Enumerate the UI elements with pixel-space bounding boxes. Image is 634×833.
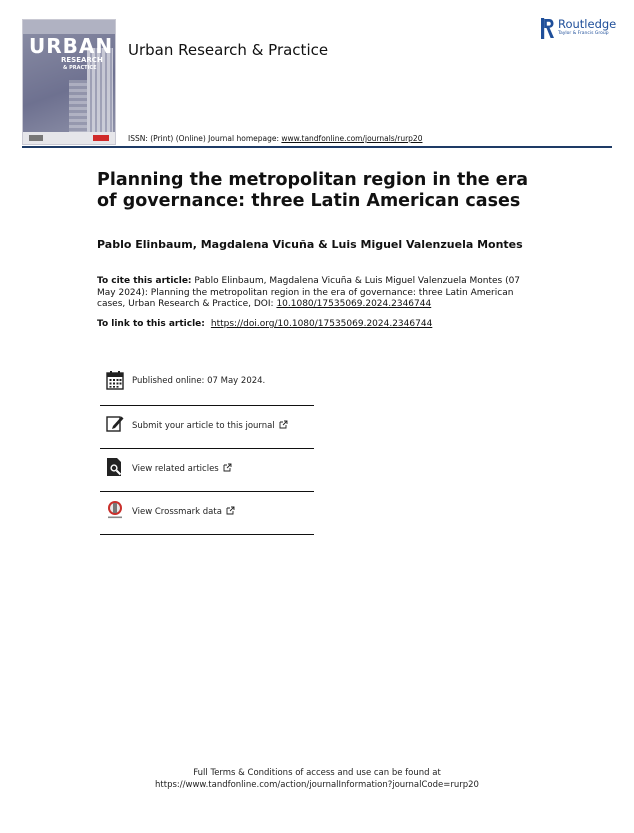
crossmark-text: View Crossmark data — [132, 507, 222, 517]
submit-article-icon — [106, 414, 124, 434]
footer-terms-link[interactable]: https://www.tandfonline.com/action/journalInformation?journalCode=rurp20 — [155, 779, 479, 790]
link-label: To link to this article: — [97, 319, 209, 329]
cover-title-research: RESEARCH — [61, 56, 103, 64]
crossmark-link[interactable] — [100, 498, 314, 534]
cover-top-strip — [23, 20, 115, 34]
cover-publisher-mark — [29, 135, 43, 141]
cite-label: To cite this article: — [97, 276, 192, 286]
article-title: Planning the metropolitan region in the era of governance: three Latin American cases — [97, 170, 529, 211]
action-divider — [100, 534, 314, 535]
related-articles-link[interactable] — [100, 455, 314, 491]
calendar-icon — [106, 370, 124, 390]
submit-article-link[interactable] — [100, 412, 314, 448]
published-online-item — [100, 368, 314, 404]
related-articles-icon — [106, 457, 124, 477]
journal-title: Urban Research & Practice — [128, 41, 329, 59]
issn-line — [128, 134, 422, 143]
cover-building-graphic-2 — [69, 80, 87, 140]
crossmark-icon — [106, 500, 124, 520]
crossmark-label-wrap — [132, 506, 235, 517]
related-articles-label-wrap — [132, 463, 232, 474]
journal-cover-image[interactable] — [22, 19, 116, 145]
cover-title-urban: URBAN — [29, 34, 114, 58]
publisher-subtitle: Taylor & Francis Group — [558, 31, 609, 36]
article-authors: Pablo Elinbaum, Magdalena Vicuña & Luis Miguel Valenzuela Montes — [97, 238, 523, 251]
issn-text: ISSN: (Print) (Online) Journal homepage: — [128, 134, 282, 143]
routledge-r-icon — [541, 18, 554, 39]
journal-homepage-link[interactable]: www.tandfonline.com/journals/rurp20 — [281, 134, 423, 143]
publisher-logo[interactable] — [541, 18, 617, 42]
doi-link[interactable]: 10.1080/17535069.2024.2346744 — [276, 299, 432, 309]
cover-title-practice: & PRACTICE — [63, 65, 97, 71]
related-articles-text: View related articles — [132, 464, 219, 474]
footer-terms — [0, 768, 634, 791]
header-divider — [22, 146, 612, 148]
article-link-line — [97, 319, 432, 329]
external-link-icon — [223, 463, 232, 472]
external-link-icon — [226, 506, 235, 515]
published-online-text: Published online: 07 May 2024. — [132, 376, 266, 386]
action-divider — [100, 405, 314, 406]
submit-article-text: Submit your article to this journal — [132, 421, 275, 431]
footer-line-1: Full Terms & Conditions of access and use can be found at — [193, 768, 441, 778]
cite-text: Pablo Elinbaum, Magdalena Vicuña & Luis Miguel Valenzuela Montes (07 May 2024): Planning the metropolitan region in the era of governance: three Latin American cases, Urban Research & Practice, DOI: — [97, 276, 521, 309]
action-divider — [100, 448, 314, 449]
external-link-icon — [279, 420, 288, 429]
submit-article-label-wrap — [132, 420, 288, 431]
action-divider — [100, 491, 314, 492]
publisher-name: Routledge — [558, 17, 617, 31]
cover-red-tag — [93, 135, 109, 141]
article-doi-url[interactable]: https://doi.org/10.1080/17535069.2024.2346744 — [210, 319, 433, 329]
citation-block — [97, 276, 527, 311]
